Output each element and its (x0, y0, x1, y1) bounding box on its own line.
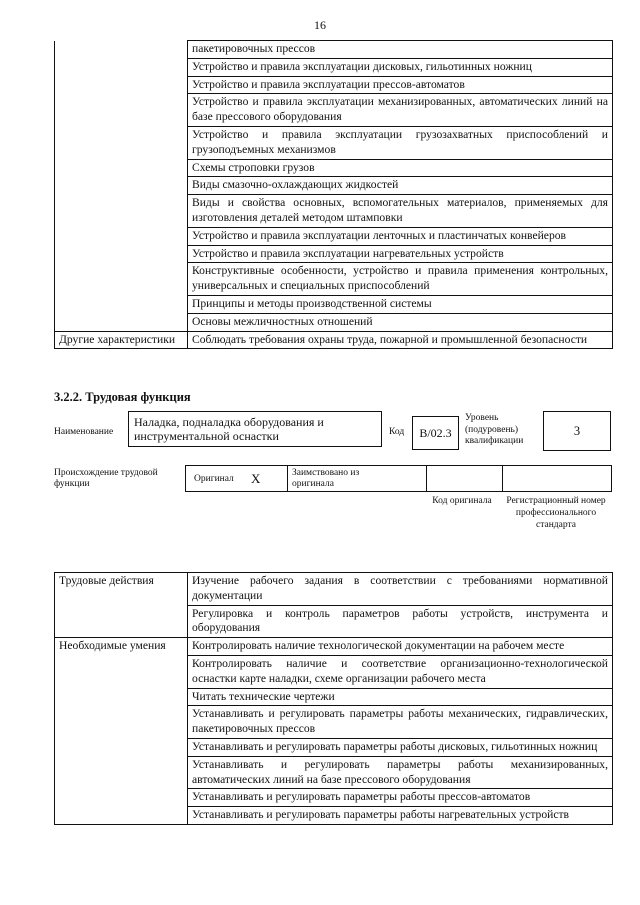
row-text: Устройство и правила эксплуатации прессов-автоматов (188, 76, 613, 94)
row-label (55, 177, 188, 195)
group-item: Устанавливать и регулировать параметры работы механических, гидравлических, пакетировочных прессов (188, 706, 613, 739)
row-text: Конструктивные особенности, устройство и правила применения контрольных, универсальных и специальных приспособлений (188, 263, 613, 296)
row-label (55, 159, 188, 177)
code-label: Код (389, 427, 405, 437)
code-box (412, 416, 459, 450)
group-title: Необходимые умения (55, 638, 188, 825)
section-title: 3.2.2. Трудовая функция (54, 390, 191, 404)
code-caption: Код оригинала (432, 496, 492, 506)
row-label (55, 94, 188, 127)
row-text: Принципы и методы производственной системы (188, 295, 613, 313)
group-item: Читать технические чертежи (188, 688, 613, 706)
origin-table (185, 465, 612, 492)
row-label: Другие характеристики (55, 331, 188, 349)
origin-label: Происхождение трудовой функции (54, 468, 158, 489)
borrowed-label: Заимствовано из оригинала (292, 468, 360, 489)
row-text: Основы межличностных отношений (188, 313, 613, 331)
table-row (55, 177, 613, 195)
group-item: Устанавливать и регулировать параметры работы механизированных, автоматических линий на базе прессового оборудования (188, 756, 613, 789)
table-row (55, 331, 613, 349)
level-label: Уровень (подуровень) квалификации (465, 413, 524, 446)
original-mark: X (251, 471, 261, 486)
page-number: 16 (314, 18, 326, 32)
row-label (55, 76, 188, 94)
row-label (55, 263, 188, 296)
table-row (55, 638, 613, 656)
function-name-box (128, 411, 382, 447)
origin-divider-1 (287, 465, 288, 492)
row-text: Виды и свойства основных, вспомогательных материалов, применяемых для изготовления деталей методом штамповки (188, 195, 613, 228)
table-row (55, 126, 613, 159)
row-text: Соблюдать требования охраны труда, пожарной и промышленной безопасности (188, 331, 613, 349)
original-label: Оригинал (194, 474, 234, 484)
row-text: Устройство и правила эксплуатации грузозахватных приспособлений и грузоподъемных механизмов (188, 126, 613, 159)
row-label (55, 245, 188, 263)
row-label (55, 313, 188, 331)
origin-divider-3 (502, 465, 503, 492)
group-item: Устанавливать и регулировать параметры работы прессов-автоматов (188, 789, 613, 807)
level-box (543, 411, 611, 451)
group-item: Контролировать наличие технологической документации на рабочем месте (188, 638, 613, 656)
table-row (55, 58, 613, 76)
table-row (55, 76, 613, 94)
group-title: Трудовые действия (55, 573, 188, 638)
row-text: Устройство и правила эксплуатации ленточных и пластинчатых конвейеров (188, 227, 613, 245)
row-label (55, 227, 188, 245)
row-text: Виды смазочно-охлаждающих жидкостей (188, 177, 613, 195)
row-label (55, 195, 188, 228)
row-text: пакетировочных прессов (188, 41, 613, 59)
row-text: Схемы строповки грузов (188, 159, 613, 177)
row-label (55, 295, 188, 313)
table-row (55, 573, 613, 606)
row-text: Устройство и правила эксплуатации дисковых, гильотинных ножниц (188, 58, 613, 76)
table-row (55, 245, 613, 263)
code-value: B/02.3 (419, 426, 452, 440)
row-text: Устройство и правила эксплуатации механизированных, автоматических линий на базе прессового оборудования (188, 94, 613, 127)
table-row (55, 159, 613, 177)
table-row (55, 195, 613, 228)
level-value: 3 (573, 424, 581, 438)
group-item: Регулировка и контроль параметров работы устройств, инструмента и оборудования (188, 605, 613, 638)
registration-caption: Регистрационный номер профессионального стандарта (506, 496, 606, 530)
table-row (55, 94, 613, 127)
table-row (55, 263, 613, 296)
knowledge-table (54, 40, 613, 349)
origin-divider-2 (426, 465, 427, 492)
function-table (54, 572, 613, 825)
group-item: Контролировать наличие и соответствие организационно-технологической оснастки карте наладки, схеме организации рабочего места (188, 655, 613, 688)
name-label: Наименование (54, 427, 114, 437)
table-row (55, 313, 613, 331)
row-label (55, 58, 188, 76)
group-item: Устанавливать и регулировать параметры работы дисковых, гильотинных ножниц (188, 738, 613, 756)
table-row (55, 295, 613, 313)
row-label (55, 41, 188, 59)
row-text: Устройство и правила эксплуатации нагревательных устройств (188, 245, 613, 263)
group-item: Устанавливать и регулировать параметры работы нагревательных устройств (188, 807, 613, 825)
table-row (55, 227, 613, 245)
table-row (55, 41, 613, 59)
group-item: Изучение рабочего задания в соответствии с требованиями нормативной документации (188, 573, 613, 606)
row-label (55, 126, 188, 159)
function-name-value: Наладка, подналадка оборудования и инструментальной оснастки (134, 415, 324, 443)
